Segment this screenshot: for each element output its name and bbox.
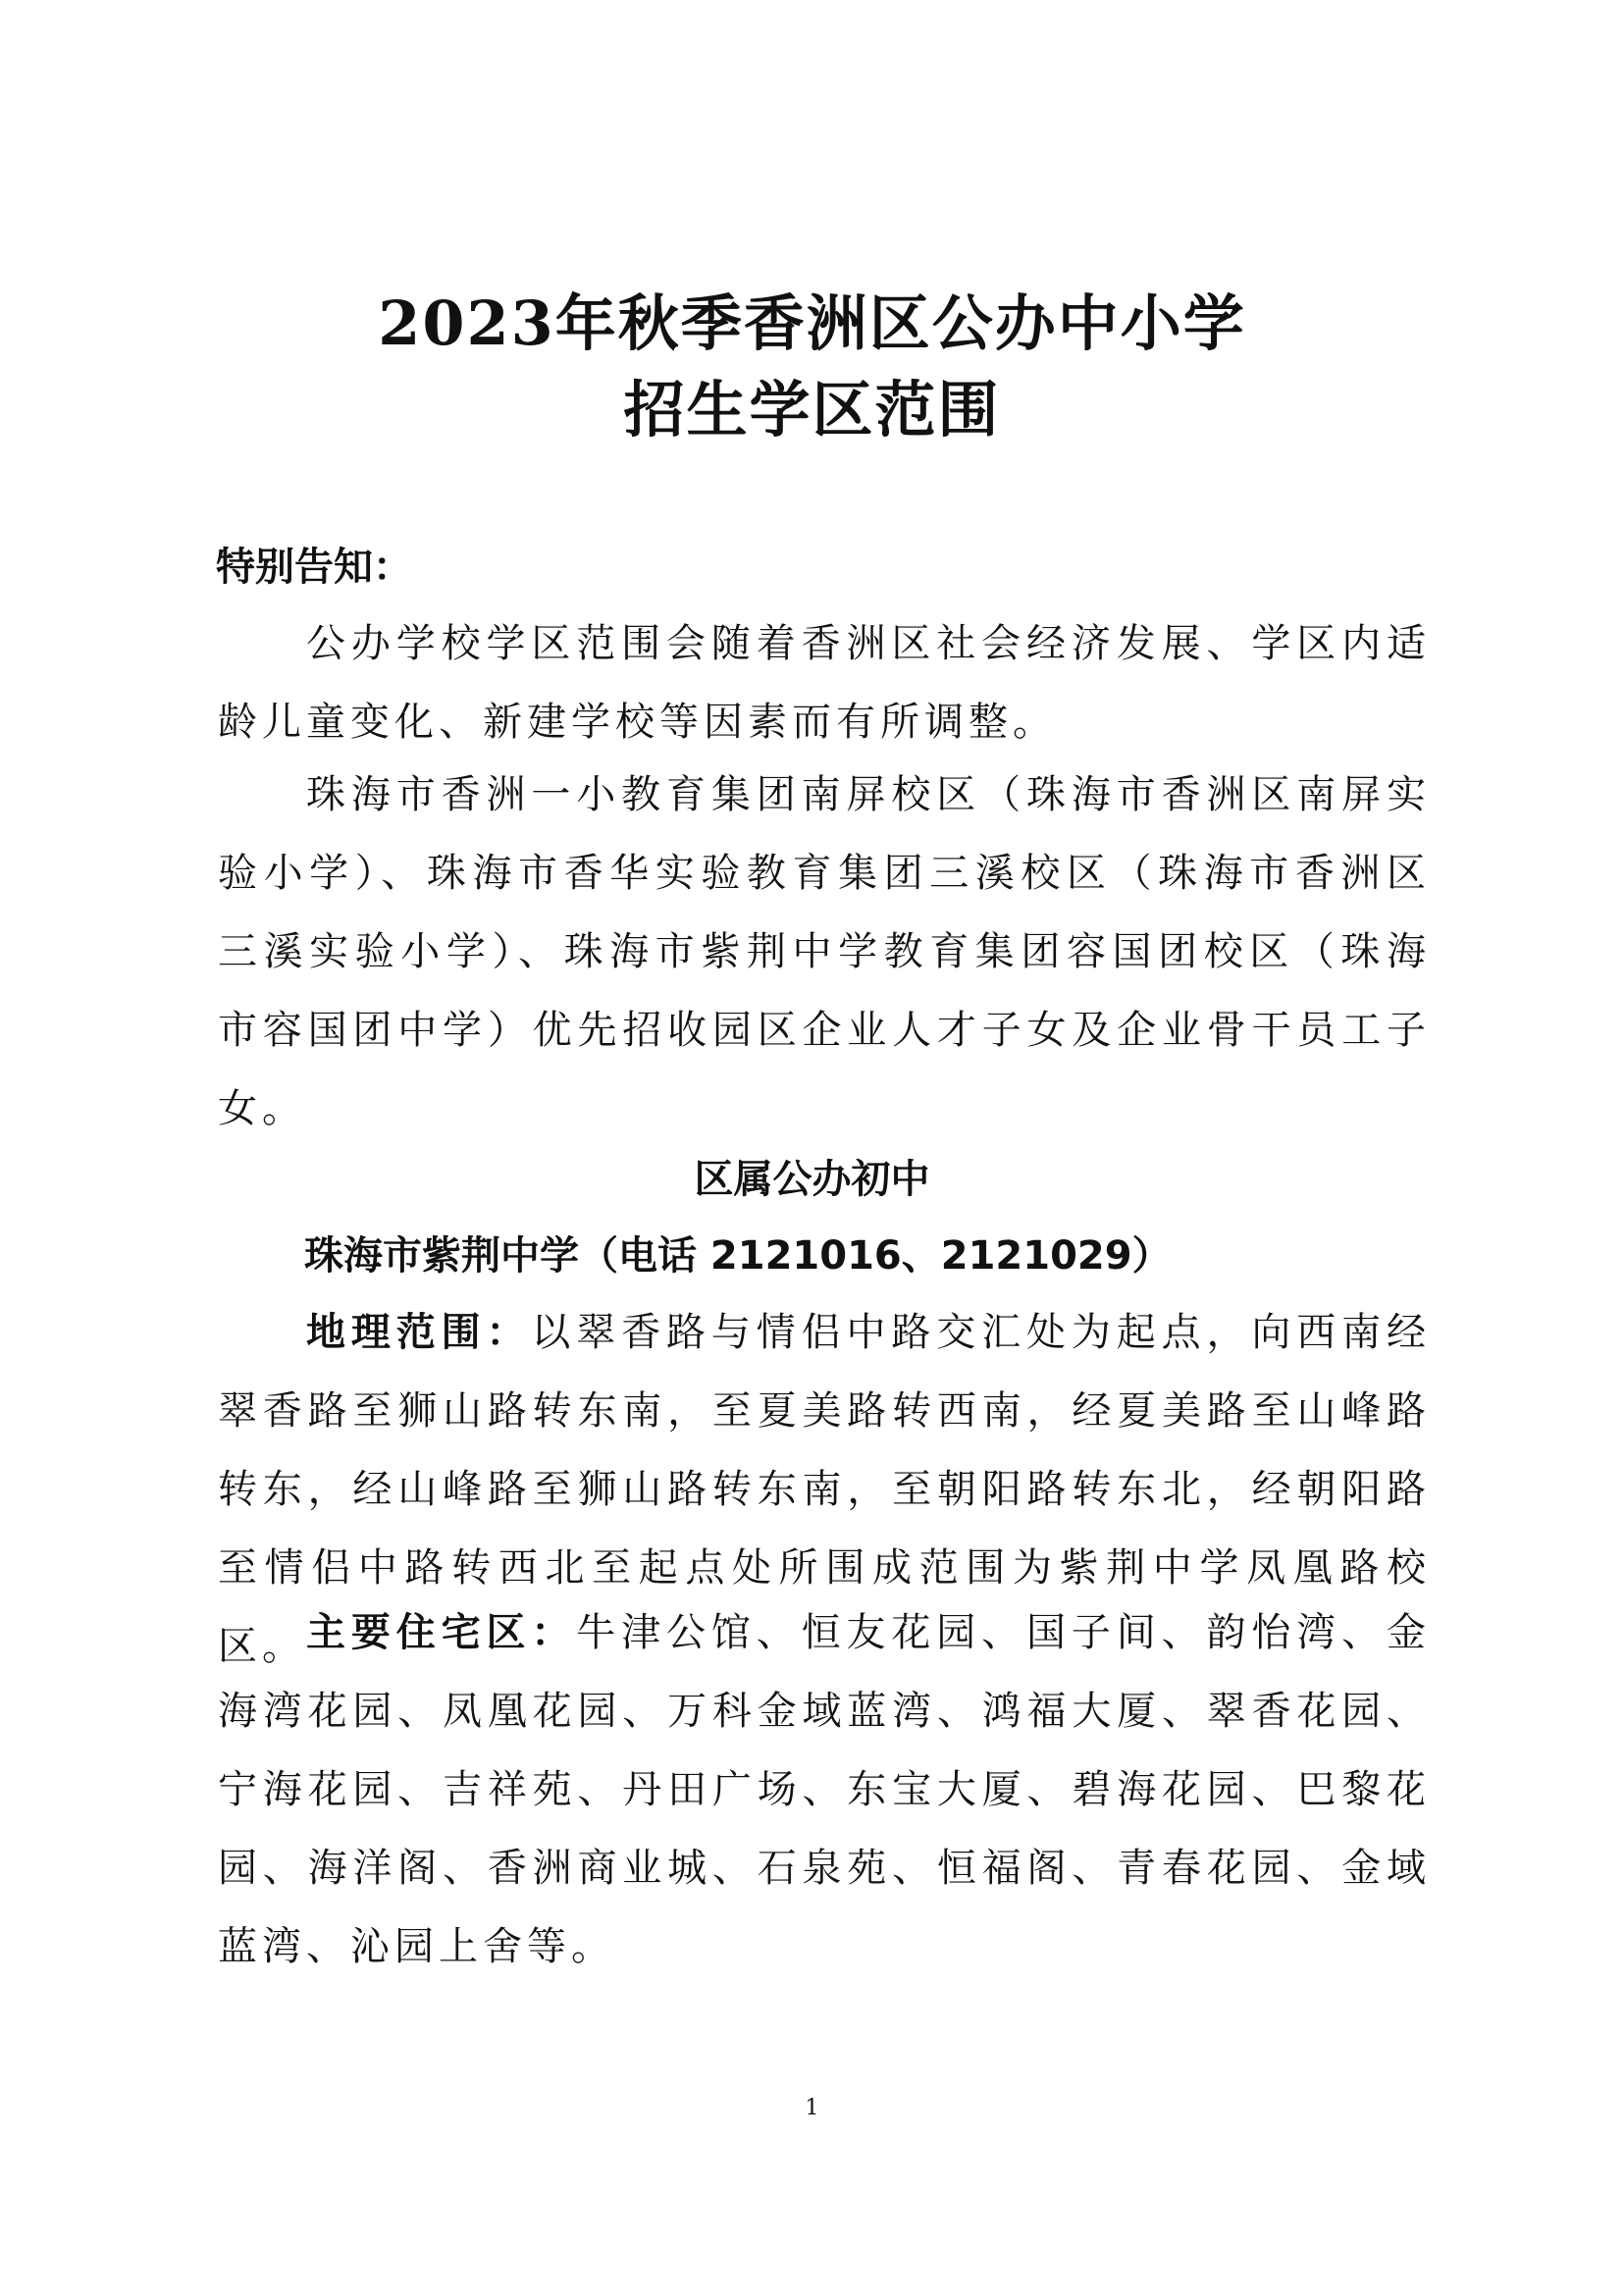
section-title: 区属公办初中	[694, 1157, 930, 1202]
document-title-line-1: 2023年秋季香洲区公办中小学	[378, 287, 1246, 359]
page-number: 1	[805, 2096, 819, 2120]
residential-areas-paragraph	[218, 1593, 1431, 1986]
geographic-scope-text: 以翠香路与情侣中路交汇处为起点，向西南经翠香路至狮山路转东南，至夏美路转西南，经夏美路至山峰路转东，经山峰路至狮山路转东南，至朝阳路转东北，经朝阳路至情侣中路转西北至起点处所围成范围为紫荆中学凤凰路校区。	[218, 1310, 1431, 1669]
school-name: 珠海市紫荆中学（电话 2121016、2121029）	[304, 1233, 1172, 1278]
notice-paragraph-1: 公办学校学区范围会随着香洲区社会经济发展、学区内适龄儿童变化、新建学校等因素而有所调整。	[218, 621, 1431, 745]
geographic-scope-label: 地理范围：	[306, 1310, 532, 1355]
notice-heading: 特别告知：	[216, 545, 412, 590]
document-title-line-2: 招生学区范围	[623, 374, 1001, 445]
residential-areas-text: 牛津公馆、恒友花园、国子间、韵怡湾、金海湾花园、凤凰花园、万科金域蓝湾、鸿福大厦、翠香花园、宁海花园、吉祥苑、丹田广场、东宝大厦、碧海花园、巴黎花园、海洋阁、香洲商业城、石泉苑、恒福阁、青春花园、金域蓝湾、沁园上舍等。	[218, 1610, 1431, 1969]
residential-areas-label: 主要住宅区：	[306, 1610, 577, 1655]
notice-paragraph-2: 珠海市香洲一小教育集团南屏校区（珠海市香洲区南屏实验小学）、珠海市香华实验教育集团三溪校区（珠海市香洲区三溪实验小学）、珠海市紫荆中学教育集团容国团校区（珠海市容国团中学）优先招收园区企业人才子女及企业骨干员工子女。	[218, 772, 1431, 1131]
